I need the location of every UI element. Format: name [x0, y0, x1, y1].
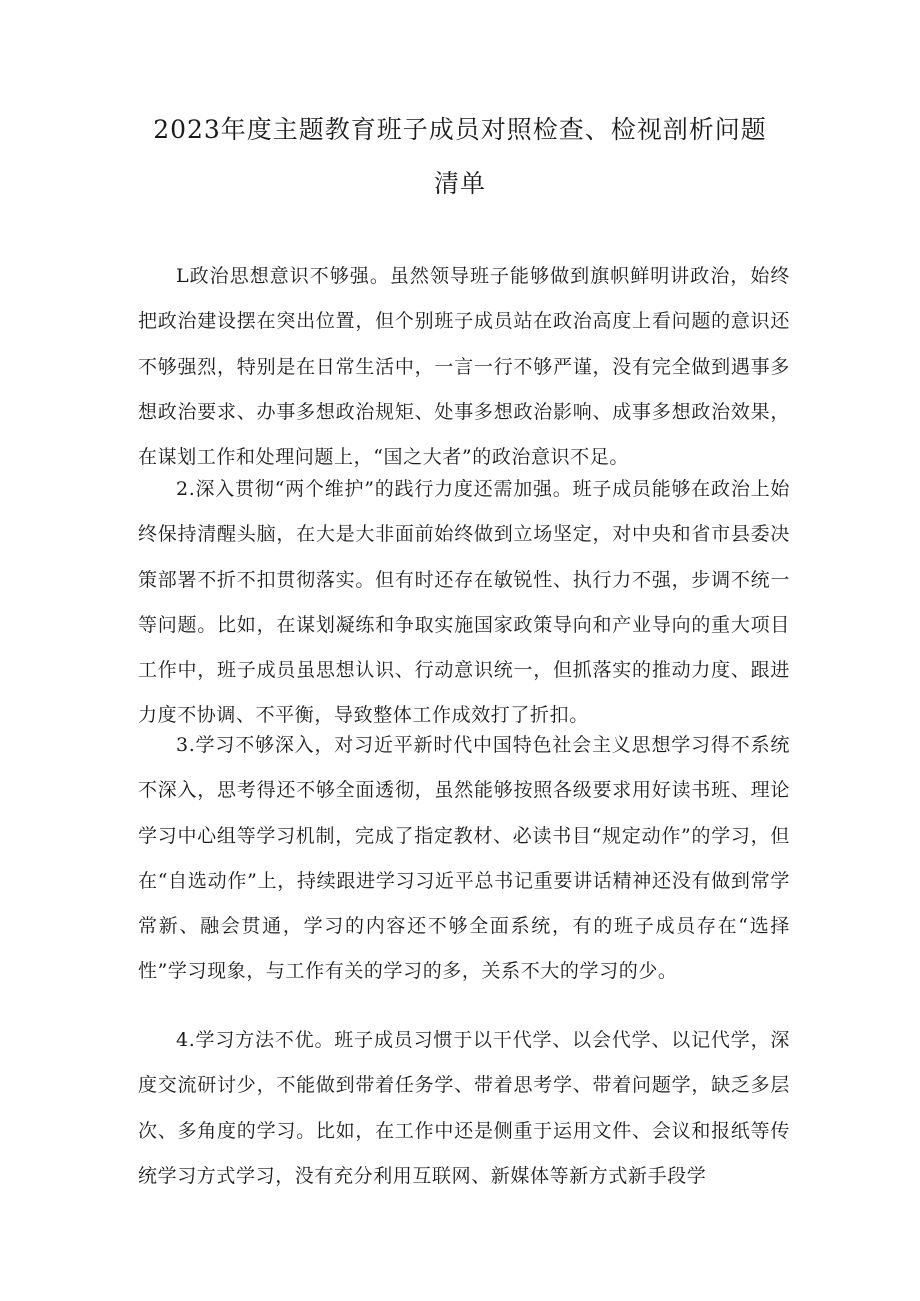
- paragraph-1: L政治思想意识不够强。虽然领导班子能够做到旗帜鲜明讲政治，始终把政治建设摆在突出位置，但个别班子成员站在政治高度上看问题的意识还不够强烈，特别是在日常生活中，一言一行不够严谨，没有完全做到遇事多想政治要求、办事多想政治规矩、处事多想政治影响、成事多想政治效果，在谋划工作和处理问题上，“国之大者”的政治意识不足。: [138, 265, 790, 469]
- paragraph-3: 3.学习不够深入，对习近平新时代中国特色社会主义思想学习得不系统不深入，思考得还不够全面透彻，虽然能够按照各级要求用好读书班、理论学习中心组等学习机制，完成了指定教材、必读书目“规定动作”的学习，但在“自选动作”上，持续跟进学习习近平总书记重要讲话精神还没有做到常学常新、融会贯通，学习的内容还不够全面系统，有的班子成员存在“选择性”学习现象，与工作有关的学习的多，关系不大的学习的少。: [138, 734, 790, 983]
- paragraph-4: 4.学习方法不优。班子成员习惯于以干代学、以会代学、以记代学，深度交流研讨少，不能做到带着任务学、带着思考学、带着问题学，缺乏多层次、多角度的学习。比如，在工作中还是侧重于运用文件、会议和报纸等传统学习方式学习，没有充分利用互联网、新媒体等新方式新手段学: [138, 1029, 790, 1187]
- paragraph-2: 2.深入贯彻“两个维护”的践行力度还需加强。班子成员能够在政治上始终保持清醒头脑，在大是大非面前始终做到立场坚定，对中央和省市县委决策部署不折不扣贯彻落实。但有时还存在敏锐性、执行力不强，步调不统一等问题。比如，在谋划凝练和争取实施国家政策导向和产业导向的重大项目工作中，班子成员虽思想认识、行动意识统一，但抓落实的推动力度、跟进力度不协调、不平衡，导致整体工作成效打了折扣。: [138, 478, 790, 727]
- document-title-line1: 2023年度主题教育班子成员对照检查、检视剖析问题: [153, 115, 767, 144]
- document-title-line2: 清单: [433, 169, 486, 198]
